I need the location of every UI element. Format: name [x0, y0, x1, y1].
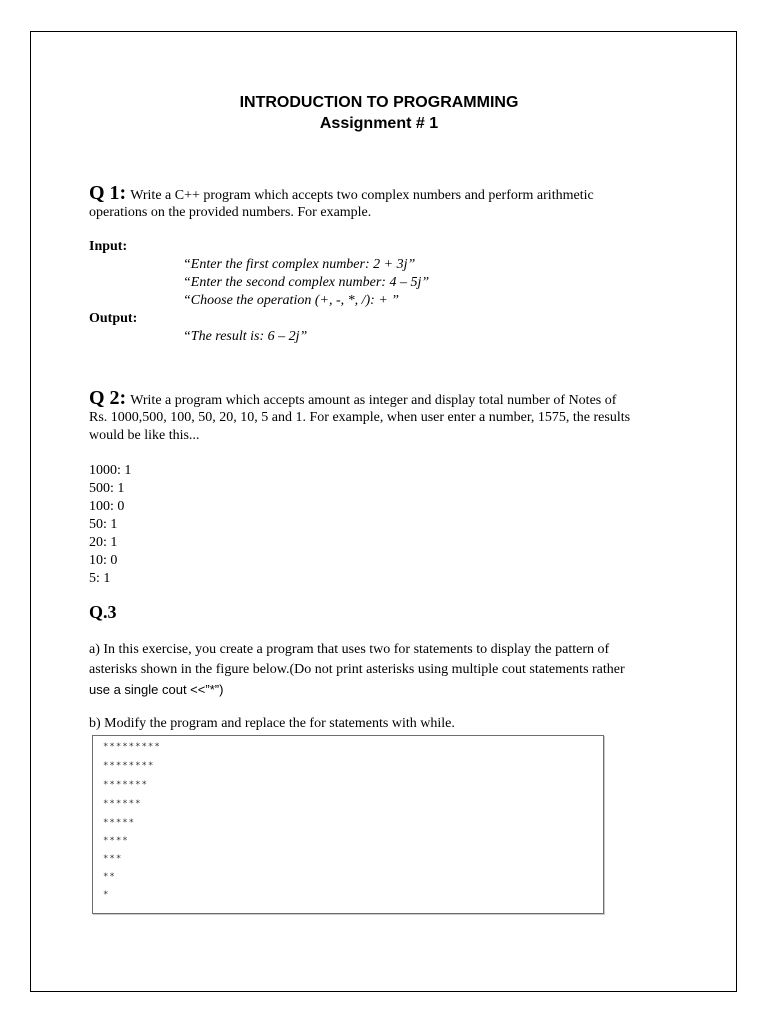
pattern-row: *********	[103, 742, 161, 752]
q1-input-line: “Enter the second complex number: 4 – 5j”	[183, 275, 430, 290]
q1-input-line: “Enter the first complex number: 2 + 3j”	[183, 257, 416, 272]
q3-part-a-line1: a) In this exercise, you create a program that uses two for statements to display the pattern of	[89, 642, 610, 657]
asterisk-pattern-figure	[92, 735, 604, 914]
q1-output-line: “The result is: 6 – 2j”	[183, 329, 308, 344]
list-item: 5: 1	[89, 571, 111, 586]
q1-text-line1: Write a C++ program which accepts two complex numbers and perform arithmetic	[130, 188, 594, 203]
list-item: 20: 1	[89, 535, 118, 550]
list-item: 500: 1	[89, 481, 125, 496]
pattern-row: ***	[103, 854, 123, 864]
question-1	[89, 182, 594, 205]
q3-label: Q.3	[89, 602, 117, 622]
q1-output-label: Output:	[89, 311, 138, 326]
pattern-row: *****	[103, 818, 136, 828]
q1-input-label: Input:	[89, 239, 128, 254]
pattern-row: ****	[103, 836, 129, 846]
page-title: INTRODUCTION TO PROGRAMMING	[239, 94, 519, 111]
q2-text-line2: Rs. 1000,500, 100, 50, 20, 10, 5 and 1. For example, when user enter a number, 1575, the results	[89, 410, 631, 425]
list-item: 100: 0	[89, 499, 125, 514]
question-2	[89, 387, 616, 410]
q3-part-a-line3: use a single cout <<”*”)	[89, 682, 224, 697]
q1-text-line2: operations on the provided numbers. For example.	[89, 205, 372, 220]
pattern-row: ********	[103, 761, 155, 771]
q2-results-list	[89, 462, 131, 588]
q1-label: Q 1:	[89, 182, 127, 204]
q2-text-line3: would be like this...	[89, 428, 200, 443]
pattern-row: **	[103, 872, 116, 882]
pattern-row: ******	[103, 799, 142, 809]
list-item: 50: 1	[89, 517, 118, 532]
pattern-row: *	[103, 890, 110, 900]
pattern-row: *******	[103, 780, 148, 790]
q2-text-line1: Write a program which accepts amount as integer and display total number of Notes of	[130, 393, 617, 408]
q1-input-line: “Choose the operation (+, -, *, /): + ”	[183, 293, 400, 308]
q3-part-b: b) Modify the program and replace the for statements with while.	[89, 716, 455, 731]
q3-part-a-line2: asterisks shown in the figure below.(Do not print asterisks using multiple cout statements rather	[89, 662, 625, 677]
q2-label: Q 2:	[89, 387, 127, 409]
list-item: 10: 0	[89, 553, 118, 568]
page-subtitle: Assignment # 1	[319, 115, 439, 132]
list-item: 1000: 1	[89, 463, 132, 478]
